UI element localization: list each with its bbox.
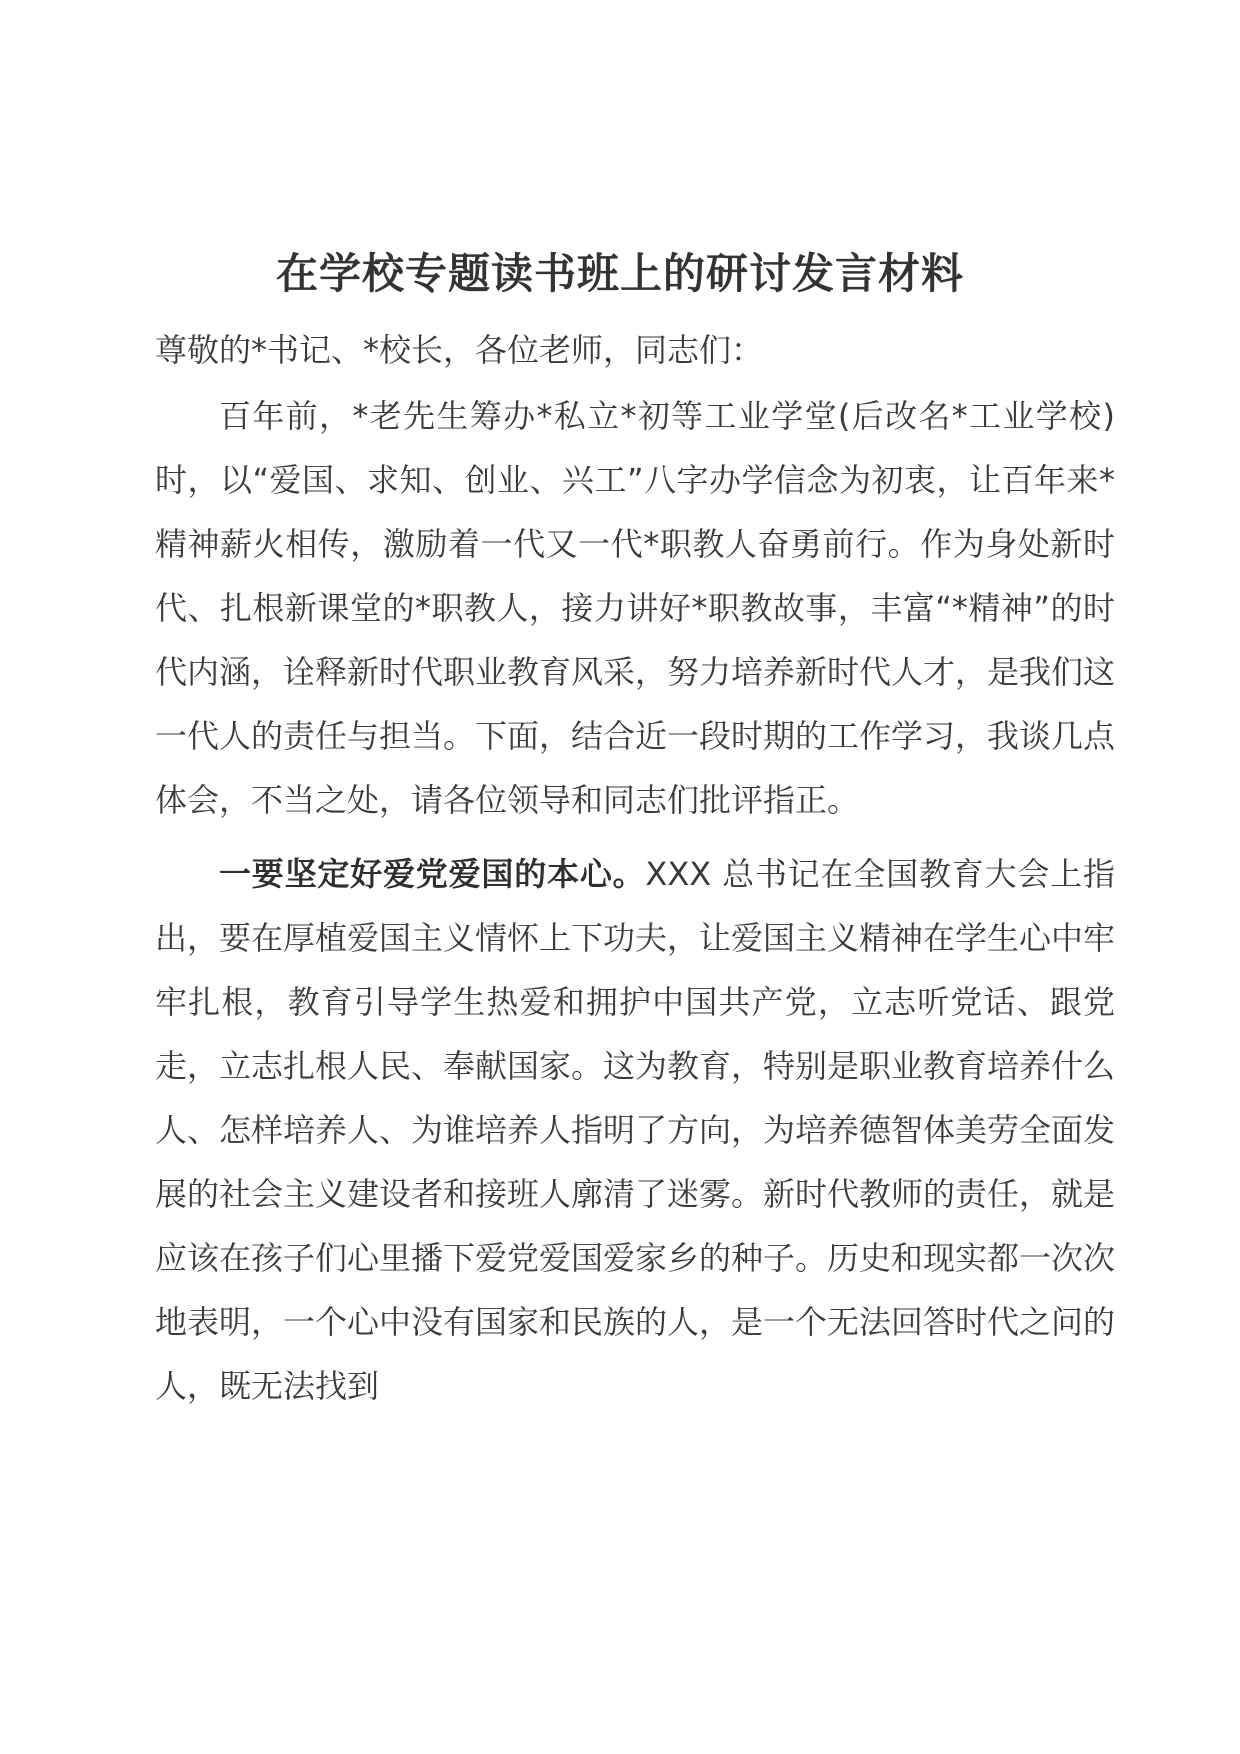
document-title: 在学校专题读书班上的研讨发言材料	[275, 249, 964, 298]
paragraph-lead-heading: 一要坚定好爱党爱国的本心。	[219, 855, 646, 893]
salutation: 尊敬的*书记、*校长，各位老师，同志们：	[155, 331, 764, 369]
paragraph-intro	[155, 384, 1115, 832]
paragraph-text: 百年前，*老先生筹办*私立*初等工业学堂(后改名*工业学校)时，以“爱国、求知、创业、兴工”八字办学信念为初衷，让百年来*精神薪火相传，激励着一代又一代*职教人奋勇前行。作为身处新时代、扎根新课堂的*职教人，接力讲好*职教故事，丰富“*精神”的时代内涵，诠释新时代职业教育风采，努力培养新时代人才，是我们这一代人的责任与担当。下面，结合近一段时期的工作学习，我谈几点体会，不当之处，请各位领导和同志们批评指正。	[155, 397, 1116, 819]
paragraph-point-one	[155, 842, 1115, 1418]
paragraph-text: XXX 总书记在全国教育大会上指出，要在厚植爱国主义情怀上下功夫，让爱国主义精神在学生心中牢牢扎根，教育引导学生热爱和拥护中国共产党，立志听党话、跟党走，立志扎根人民、奉献国家。这为教育，特别是职业教育培养什么人、怎样培养人、为谁培养人指明了方向，为培养德智体美劳全面发展的社会主义建设者和接班人廓清了迷雾。新时代教师的责任，就是应该在孩子们心里播下爱党爱国爱家乡的种子。历史和现实都一次次地表明，一个心中没有国家和民族的人，是一个无法回答时代之问的人，既无法找到	[155, 855, 1116, 1405]
document-body	[155, 318, 1115, 1428]
